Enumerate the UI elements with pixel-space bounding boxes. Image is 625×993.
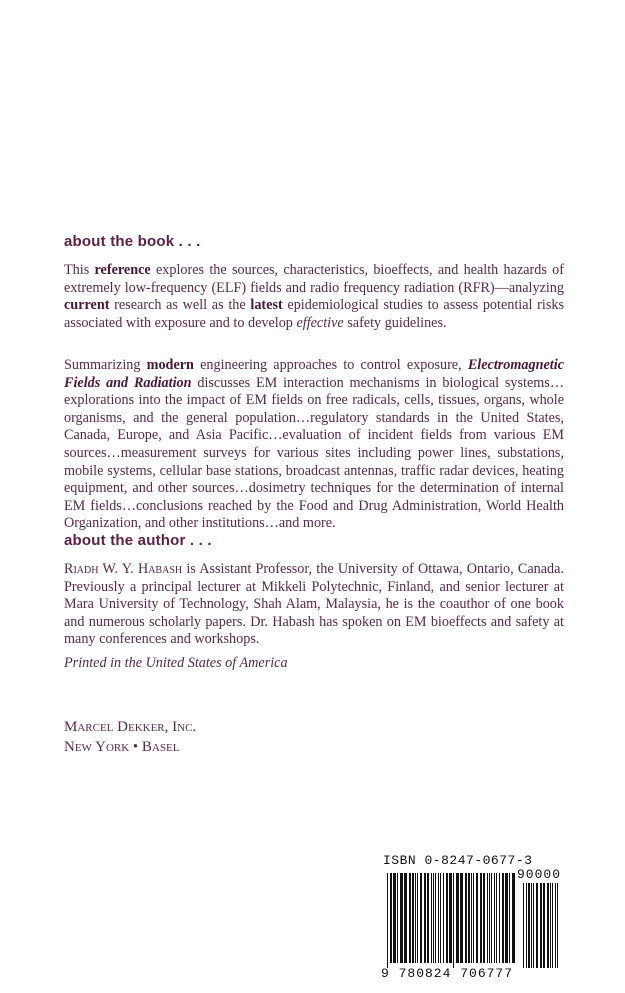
barcode-addon-bar	[540, 883, 542, 968]
barcode-addon-bar	[533, 883, 534, 968]
publisher-location: New York • Basel	[64, 739, 180, 755]
barcode-bars	[381, 853, 563, 981]
barcode-addon-bar	[552, 883, 553, 968]
barcode-bar	[473, 873, 474, 963]
barcode-bar	[496, 873, 497, 963]
barcode-bar	[393, 873, 396, 963]
author-bio: is Assistant Professor, the University of Ottawa, Ontario, Canada. Previously a principal lecturer at Mikkeli Polytechnic, Finland, and senior lecturer at Mara University of Technology, Shah Alam, Malaysia, he is the coauthor of one book and numerous scholarly papers. Dr. Habash has spoken on EM bioeffects and safety at many conferences and workshops.	[64, 561, 564, 648]
about-book-heading: about the book . . .	[64, 233, 201, 250]
barcode-bar	[397, 873, 398, 963]
barcode-bar	[433, 873, 434, 963]
isbn-barcode	[381, 853, 563, 981]
barcode-addon-bar	[526, 883, 527, 968]
printed-in-line: Printed in the United States of America	[64, 655, 288, 671]
barcode-bar	[443, 873, 444, 963]
barcode-addon-number: 90000	[516, 867, 561, 882]
barcode-bar	[476, 873, 478, 963]
barcode-bar	[417, 873, 418, 963]
barcode-bar	[415, 873, 416, 963]
barcode-addon-bar	[550, 883, 551, 968]
barcode-addon-bar	[523, 883, 524, 968]
about-author-paragraph	[64, 561, 564, 649]
barcode-bar	[494, 873, 495, 963]
barcode-bar	[440, 873, 441, 963]
barcode-addon-bar	[536, 883, 538, 968]
publisher-name: Marcel Dekker, Inc.	[64, 719, 197, 735]
barcode-addon-bar	[543, 883, 545, 968]
barcode-bar	[509, 873, 510, 963]
barcode-bar	[435, 873, 436, 963]
barcode-addon-bar	[528, 883, 530, 968]
barcode-bar	[487, 873, 488, 963]
barcode-bar	[438, 873, 439, 963]
isbn-label: ISBN 0-8247-0677-3	[383, 853, 533, 868]
barcode-bar	[427, 873, 429, 963]
barcode-bar	[387, 873, 388, 968]
barcode-bar	[449, 873, 452, 963]
barcode-bar	[468, 873, 470, 963]
barcode-bar	[404, 873, 407, 963]
barcode-bar	[456, 873, 459, 963]
barcode-addon-bar	[531, 883, 532, 968]
barcode-bar	[460, 873, 463, 963]
about-author-heading: about the author . . .	[64, 532, 212, 549]
barcode-bar	[471, 873, 472, 963]
author-name: Riadh W. Y. Habash	[64, 561, 183, 577]
barcode-bar	[499, 873, 500, 963]
barcode-bar	[446, 873, 448, 963]
barcode-bar	[491, 873, 492, 963]
barcode-addon-bar	[547, 883, 549, 968]
barcode-number: 9 780824 706777	[381, 966, 514, 981]
barcode-bar	[465, 873, 467, 963]
barcode-bar	[489, 873, 490, 963]
barcode-bar	[502, 873, 504, 963]
barcode-bar	[409, 873, 411, 963]
barcode-bar	[483, 873, 485, 963]
barcode-bar	[420, 873, 422, 963]
about-book-paragraph-1: This reference explores the sources, characteristics, bioeffects, and health hazards of extremely low-frequency (ELF) fields and radio frequency radiation (RFR)—analyzing current research as well as the latest epidemiological studies to assess potential risks associated with exposure and to develop effective safety guidelines.	[64, 262, 564, 331]
barcode-bar	[453, 873, 454, 968]
barcode-bar	[400, 873, 403, 963]
barcode-addon-bar	[557, 883, 558, 968]
barcode-bar	[412, 873, 414, 963]
barcode-bar	[424, 873, 426, 963]
publisher-block	[64, 717, 196, 757]
barcode-bar	[512, 873, 515, 963]
barcode-addon-bar	[555, 883, 556, 968]
about-book-paragraph-2: Summarizing modern engineering approaches to control exposure, Electromagnetic Fields and Radiation discusses EM interaction mechanisms in biological systems…explorations into the impact of EM fields on free radicals, cells, tissues, organs, whole organisms, and the general population…regulatory standards in the United States, Canada, Europe, and Asia Pacific…evaluation of incident fields from various EM sources…measurement surveys for various sites including power lines, substations, mobile systems, cellular base stations, broadcast antennas, traffic radar devices, heating equipment, and other sources…dosimetry techniques for the determination of internal EM fields…conclusions reached by the Food and Drug Administration, World Health Organization, and other institutions…and more.	[64, 357, 565, 532]
barcode-bar	[390, 873, 392, 963]
barcode-bar	[431, 873, 432, 963]
barcode-bar	[505, 873, 508, 963]
barcode-bar	[480, 873, 482, 963]
